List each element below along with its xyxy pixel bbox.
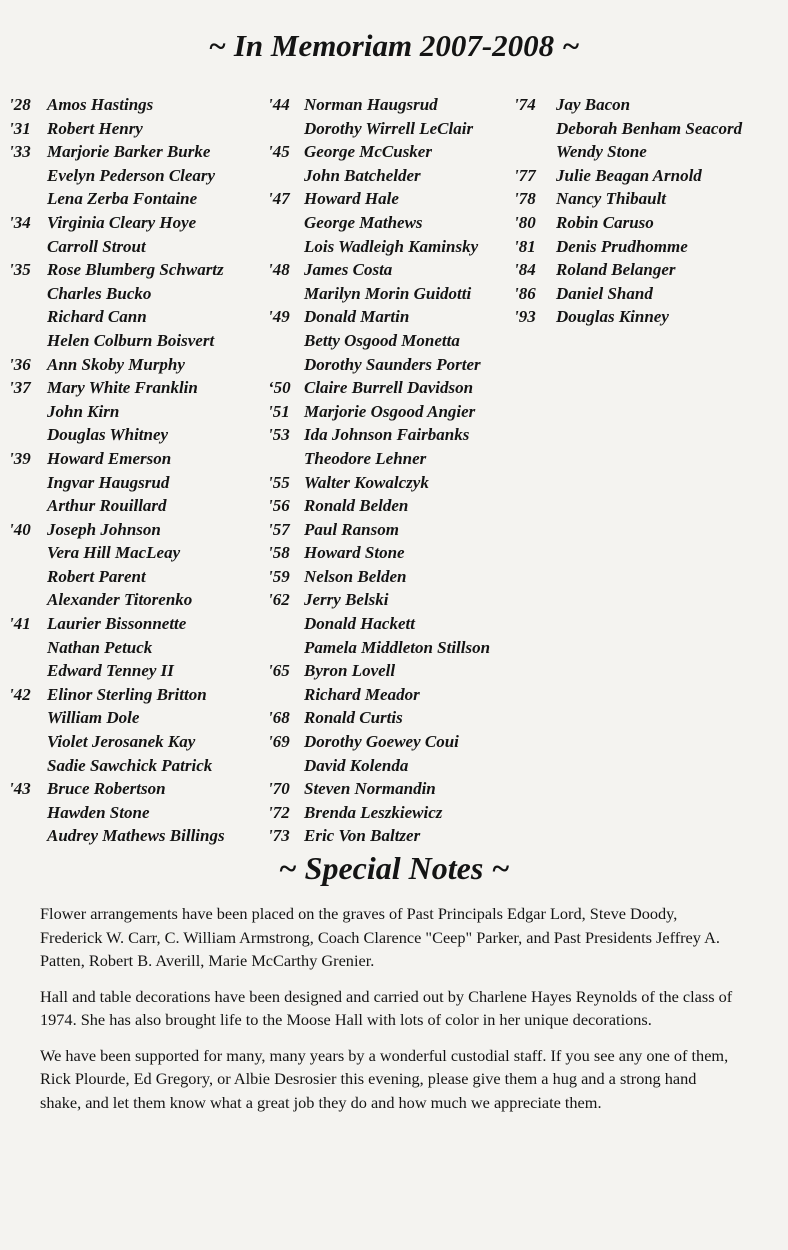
class-year: '59 xyxy=(268,566,290,586)
note-paragraph: Hall and table decorations have been designed and carried out by Charlene Hayes Reynolds of the class of 1974. She has also brought life to the Moose Hall with lots of color in her unique decorations. xyxy=(40,986,733,1029)
person-name: Eric Von Baltzer xyxy=(304,826,421,846)
class-year: '28 xyxy=(9,95,31,114)
person-name: Charles Bucko xyxy=(47,283,152,303)
person-name: Violet Jerosanek Kay xyxy=(47,732,196,752)
class-year: '31 xyxy=(9,118,31,138)
person-name: Audrey Mathews Billings xyxy=(47,826,225,846)
person-name: Paul Ransom xyxy=(304,519,399,539)
class-year: '68 xyxy=(268,708,290,728)
class-year: '53 xyxy=(268,425,290,445)
class-year: '70 xyxy=(268,779,290,799)
person-name: Hawden Stone xyxy=(47,802,150,822)
person-name: James Costa xyxy=(304,260,393,280)
person-name: Wendy Stone xyxy=(556,142,647,162)
class-year: '33 xyxy=(9,142,31,162)
person-name: Dorothy Saunders Porter xyxy=(304,354,481,374)
class-year: '72 xyxy=(268,802,290,822)
person-name: Brenda Leszkiewicz xyxy=(304,802,443,822)
person-name: Douglas Whitney xyxy=(47,425,169,445)
class-year: '42 xyxy=(9,684,31,704)
person-name: Theodore Lehner xyxy=(304,448,427,468)
class-year: '69 xyxy=(268,732,290,752)
class-year: '45 xyxy=(268,142,290,162)
class-year: '80 xyxy=(514,212,536,232)
person-name: Ronald Belden xyxy=(304,496,409,516)
person-name: Daniel Shand xyxy=(556,283,653,303)
person-name: Joseph Johnson xyxy=(47,519,161,539)
person-name: Richard Meador xyxy=(304,684,420,704)
person-name: Julie Beagan Arnold xyxy=(556,165,702,185)
person-name: Jerry Belski xyxy=(304,590,389,610)
person-name: Norman Haugsrud xyxy=(304,95,438,114)
person-name: Marjorie Osgood Angier xyxy=(304,401,476,421)
note-paragraph: We have been supported for many, many years by a wonderful custodial staff. If you see any one of them, Rick Plourde, Ed Gregory, or Albie Desrosier this evening, please give them a hug and a strong hand shake, and let them know what a great job they do and how much we appreciate them. xyxy=(40,1045,729,1112)
person-name: Sadie Sawchick Patrick xyxy=(47,755,213,775)
person-name: John Batchelder xyxy=(304,165,421,185)
person-name: Carroll Strout xyxy=(47,236,146,256)
class-year: '77 xyxy=(514,165,536,185)
class-year: '39 xyxy=(9,448,31,468)
person-name: Donald Martin xyxy=(304,307,410,327)
class-year: '55 xyxy=(268,472,290,492)
person-name: Nelson Belden xyxy=(304,566,407,586)
person-name: Claire Burrell Davidson xyxy=(304,378,474,398)
person-name: Douglas Kinney xyxy=(556,307,669,327)
person-name: Laurier Bissonnette xyxy=(47,614,187,634)
person-name: Donald Hackett xyxy=(304,614,415,634)
class-year: '47 xyxy=(268,189,290,209)
person-name: Byron Lovell xyxy=(304,661,396,681)
person-name: Marilyn Morin Guidotti xyxy=(304,283,472,303)
person-name: Alexander Titorenko xyxy=(47,590,193,610)
class-year: '56 xyxy=(268,496,290,516)
person-name: Mary White Franklin xyxy=(47,378,198,398)
person-name: John Kirn xyxy=(47,401,120,421)
person-name: Roland Belanger xyxy=(556,260,676,280)
person-name: Robert Parent xyxy=(47,566,146,586)
class-year: '62 xyxy=(268,590,290,610)
class-year: ‘50 xyxy=(268,378,291,398)
class-year: '58 xyxy=(268,543,290,563)
person-name: Ann Skoby Murphy xyxy=(47,354,185,374)
class-year: '65 xyxy=(268,661,290,681)
class-year: '37 xyxy=(9,378,31,398)
person-name: George McCusker xyxy=(304,142,432,162)
class-year: '44 xyxy=(268,95,290,114)
person-name: Howard Emerson xyxy=(47,448,172,468)
class-year: '35 xyxy=(9,260,31,280)
class-year: '73 xyxy=(268,826,290,846)
person-name: Edward Tenney II xyxy=(47,661,174,681)
class-year: '57 xyxy=(268,519,290,539)
person-name: Nancy Thibault xyxy=(556,189,667,209)
class-year: '36 xyxy=(9,354,31,374)
person-name: Betty Osgood Monetta xyxy=(304,330,460,350)
person-name: Richard Cann xyxy=(47,307,147,327)
person-name: Walter Kowalczyk xyxy=(304,472,429,492)
person-name: George Mathews xyxy=(304,212,423,232)
person-name: Lena Zerba Fontaine xyxy=(47,189,198,209)
class-year: '49 xyxy=(268,307,290,327)
person-name: Elinor Sterling Britton xyxy=(47,684,207,704)
person-name: Bruce Robertson xyxy=(47,779,166,799)
class-year: '78 xyxy=(514,189,536,209)
person-name: Howard Stone xyxy=(304,543,405,563)
person-name: Helen Colburn Boisvert xyxy=(47,330,215,350)
person-name: William Dole xyxy=(47,708,140,728)
person-name: Evelyn Pederson Cleary xyxy=(47,165,216,185)
person-name: Dorothy Wirrell LeClair xyxy=(304,118,474,138)
person-name: Arthur Rouillard xyxy=(47,496,167,516)
person-name: Howard Hale xyxy=(304,189,399,209)
person-name: Robin Caruso xyxy=(556,212,654,232)
class-year: '41 xyxy=(9,614,31,634)
class-year: '40 xyxy=(9,519,31,539)
person-name: Deborah Benham Seacord xyxy=(556,118,743,138)
person-name: Robert Henry xyxy=(47,118,143,138)
person-name: Rose Blumberg Schwartz xyxy=(47,260,224,280)
class-year: '81 xyxy=(514,236,536,256)
class-year: '86 xyxy=(514,283,536,303)
person-name: Denis Prudhomme xyxy=(556,236,688,256)
person-name: Nathan Petuck xyxy=(47,637,153,657)
class-year: '74 xyxy=(514,95,536,114)
class-year: '34 xyxy=(9,212,31,232)
class-year: '51 xyxy=(268,401,290,421)
person-name: Lois Wadleigh Kaminsky xyxy=(304,236,479,256)
person-name: David Kolenda xyxy=(304,755,409,775)
person-name: Ida Johnson Fairbanks xyxy=(304,425,470,445)
special-notes xyxy=(40,902,740,1126)
special-notes-title: ~ Special Notes ~ xyxy=(278,850,510,886)
person-name: Virginia Cleary Hoye xyxy=(47,212,197,232)
person-name: Vera Hill MacLeay xyxy=(47,543,181,563)
person-name: Amos Hastings xyxy=(47,95,154,114)
class-year: '43 xyxy=(9,779,31,799)
person-name: Dorothy Goewey Coui xyxy=(304,732,459,752)
person-name: Pamela Middleton Stillson xyxy=(304,637,491,657)
class-year: '93 xyxy=(514,307,536,327)
person-name: Ronald Curtis xyxy=(304,708,403,728)
person-name: Marjorie Barker Burke xyxy=(47,142,211,162)
class-year: '48 xyxy=(268,260,290,280)
page-title: ~ In Memoriam 2007-2008 ~ xyxy=(208,28,580,63)
person-name: Steven Normandin xyxy=(304,779,436,799)
note-paragraph: Flower arrangements have been placed on the graves of Past Principals Edgar Lord, Steve Doody, Frederick W. Carr, C. William Armstrong, Coach Clarence "Ceep" Parker, and Past Presidents Jeffrey A. Patten, Robert B. Averill, Marie McCarthy Grenier. xyxy=(40,904,720,970)
person-name: Jay Bacon xyxy=(556,95,631,114)
person-name: Ingvar Haugsrud xyxy=(47,472,170,492)
class-year: '84 xyxy=(514,260,536,280)
